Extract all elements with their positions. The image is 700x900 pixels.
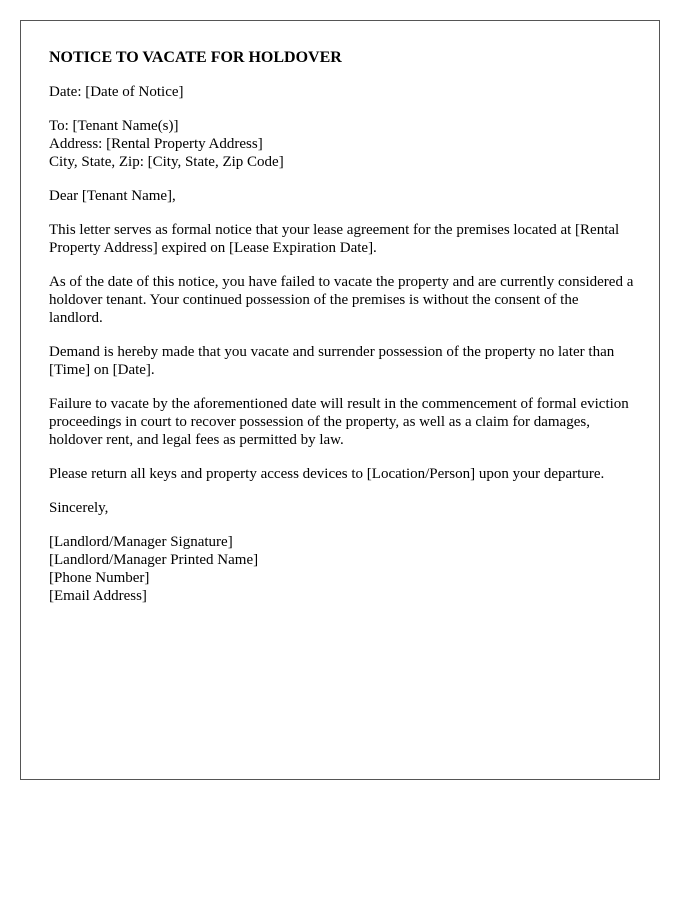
- recipient-name-line: To: [Tenant Name(s)]: [49, 118, 179, 134]
- recipient-address-line: Address: [Rental Property Address]: [49, 136, 263, 152]
- paragraph-demand: Demand is hereby made that you vacate and surrender possession of the property no later than [Time] on [Date].: [49, 344, 615, 378]
- closing: Sincerely,: [49, 500, 109, 516]
- letter-body: [49, 49, 634, 621]
- letter-title: NOTICE TO VACATE FOR HOLDOVER: [49, 49, 342, 66]
- printed-name-line: [Landlord/Manager Printed Name]: [49, 552, 259, 568]
- signature-line: [Landlord/Manager Signature]: [49, 534, 233, 550]
- paragraph-lease-expired: This letter serves as formal notice that your lease agreement for the premises located at [Rental Property Address] expired on [Lease Expiration Date].: [49, 222, 620, 256]
- email-line: [Email Address]: [49, 588, 147, 604]
- signature-block: [49, 533, 634, 605]
- date-line: Date: [Date of Notice]: [49, 84, 184, 100]
- salutation: Dear [Tenant Name],: [49, 188, 176, 204]
- paragraph-consequences: Failure to vacate by the aforementioned date will result in the commencement of formal eviction proceedings in court to recover possession of the property, as well as a claim for damages, holdover rent, and legal fees as permitted by law.: [49, 396, 629, 448]
- paragraph-return-keys: Please return all keys and property access devices to [Location/Person] upon your departure.: [49, 466, 605, 482]
- letter-page: [20, 20, 660, 780]
- phone-line: [Phone Number]: [49, 570, 150, 586]
- paragraph-holdover-status: As of the date of this notice, you have failed to vacate the property and are currently considered a holdover tenant. Your continued possession of the premises is without the consent of the landlord.: [49, 274, 634, 326]
- recipient-block: [49, 117, 634, 171]
- recipient-city-line: City, State, Zip: [City, State, Zip Code]: [49, 154, 284, 170]
